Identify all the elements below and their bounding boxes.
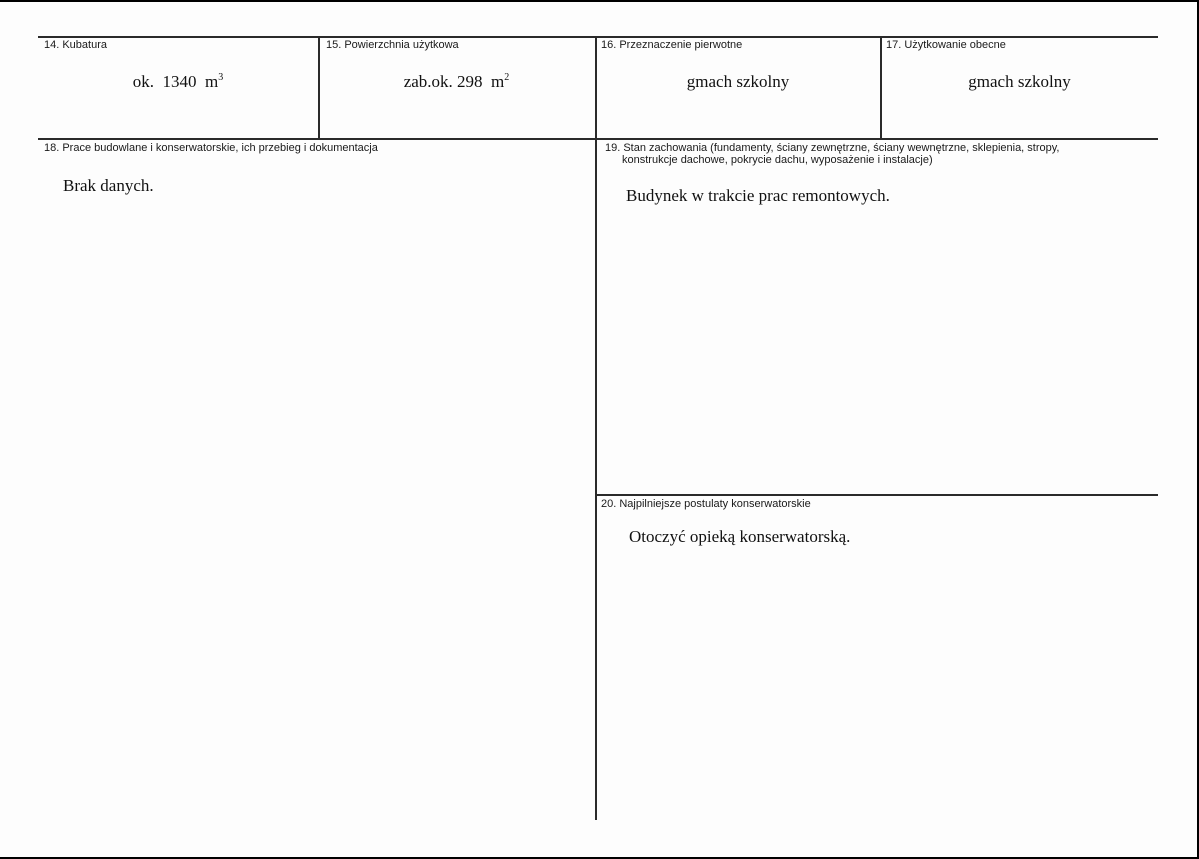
field-14-value-text: ok. 1340 m xyxy=(132,72,219,91)
field-15-label: 15. Powierzchnia użytkowa xyxy=(326,39,459,51)
field-20-border xyxy=(596,494,1158,496)
field-15-value-exponent: 2 xyxy=(504,72,510,83)
field-19-label-line1: 19. Stan zachowania (fundamenty, ściany zewnętrzne, ściany wewnętrzne, sklepienia, stropy, xyxy=(605,142,1060,154)
field-16-value: gmach szkolny xyxy=(686,72,790,91)
field-20-value: Otoczyć opieką konserwatorską. xyxy=(629,527,851,546)
middle-row-border xyxy=(38,138,1158,140)
top-row-border xyxy=(38,36,1158,38)
field-17-value: gmach szkolny xyxy=(968,72,1071,91)
field-14-value xyxy=(38,72,318,92)
field-15-value-text: zab.ok. 298 m xyxy=(403,72,505,91)
field-14-label: 14. Kubatura xyxy=(44,39,107,51)
field-19-label-line2: konstrukcje dachowe, pokrycie dachu, wyposażenie i instalacje) xyxy=(622,154,933,166)
field-17-label: 17. Użytkowanie obecne xyxy=(886,39,1006,51)
field-18-label: 18. Prace budowlane i konserwatorskie, ich przebieg i dokumentacja xyxy=(44,142,378,154)
field-18-value: Brak danych. xyxy=(63,176,154,195)
field-20-label: 20. Najpilniejsze postulaty konserwatorskie xyxy=(601,498,811,510)
divider-15-16 xyxy=(595,36,597,820)
field-14-value-exponent: 3 xyxy=(218,72,224,83)
field-19-value: Budynek w trakcie prac remontowych. xyxy=(626,186,890,205)
field-16-label: 16. Przeznaczenie pierwotne xyxy=(601,39,743,51)
field-15-value xyxy=(318,72,595,92)
form-page xyxy=(0,2,1197,857)
